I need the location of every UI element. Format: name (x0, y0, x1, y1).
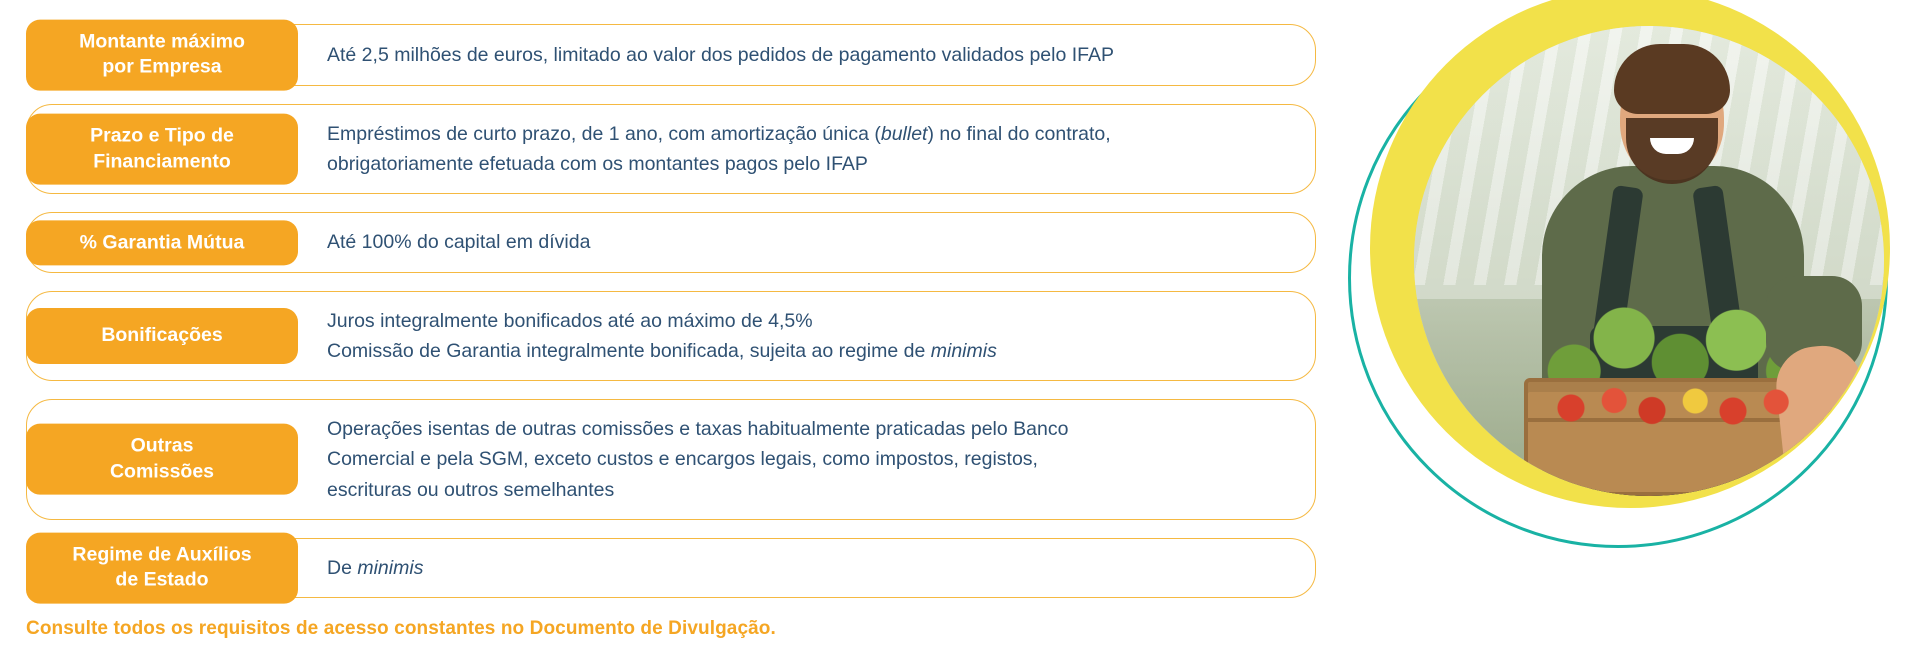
row-label-line2: Comissões (109, 460, 215, 483)
row-text-line (327, 336, 1289, 366)
row-label-bonificacoes (26, 308, 298, 364)
row-text (327, 414, 1289, 505)
row-text-line: Operações isentas de outras comissões e taxas habitualmente praticadas pelo Banco (327, 418, 1069, 441)
table-row (26, 24, 1316, 86)
row-label-line2: por Empresa (102, 56, 222, 78)
row-text-segment: Empréstimos de curto prazo, de 1 ano, com amortização única ( (327, 123, 881, 145)
farmer-photo-composition (1348, 0, 1920, 664)
row-text-emphasis: minimis (930, 339, 997, 362)
footnote-text: Consulte todos os requisitos de acesso constantes no Documento de Divulgação. (26, 618, 776, 639)
row-text-line (327, 557, 423, 579)
row-text-line (327, 119, 1289, 149)
table-row (26, 538, 1316, 598)
row-label-prazo-e-tipo-de-financiamento (26, 114, 298, 185)
row-text-line: Até 100% do capital em dívida (327, 231, 591, 254)
row-label-line2: de Estado (115, 568, 209, 591)
row-text (327, 227, 1289, 257)
row-text-line: escrituras ou outros semelhantes (327, 478, 615, 501)
row-text-line: Até 2,5 milhões de euros, limitado ao valor dos pedidos de pagamento validados pelo IFAP (327, 43, 1114, 66)
table-row (26, 212, 1316, 272)
table-row (26, 104, 1316, 194)
row-label-line1: % Garantia Mútua (79, 230, 245, 253)
row-label-montante-maximo-por-empresa (26, 20, 298, 91)
row-label-line1: Bonificações (101, 324, 223, 347)
row-label-outras-comissoes (26, 424, 298, 495)
table-row (26, 399, 1316, 520)
row-text-segment: De (327, 556, 358, 579)
row-text-emphasis: minimis (357, 556, 424, 579)
table-row (26, 291, 1316, 381)
row-text-segment: ) no final do contrato, (927, 123, 1111, 145)
row-text (327, 40, 1289, 70)
row-label-line1: Outras (130, 435, 194, 458)
farmer-photo (1414, 26, 1884, 496)
row-text-segment: Comissão de Garantia integralmente bonificada, sujeita ao regime de (327, 339, 931, 362)
row-label-regime-de-auxilios-de-estado (26, 533, 298, 604)
person-hair (1614, 44, 1730, 114)
row-label-line1: Regime de Auxílios (72, 543, 252, 566)
row-text-line: Comercial e pela SGM, exceto custos e encargos legais, como impostos, registos, (327, 448, 1038, 471)
row-label-line2: Financiamento (93, 150, 231, 173)
row-text-emphasis: bullet (880, 123, 928, 145)
criteria-list (26, 24, 1316, 616)
row-label-garantia-mutua (26, 220, 298, 265)
row-label-line1: Montante máximo (79, 30, 245, 53)
row-text (327, 306, 1289, 366)
row-text-line: obrigatoriamente efetuada com os montantes pagos pelo IFAP (327, 153, 868, 176)
row-text (327, 553, 1289, 583)
row-label-line1: Prazo e Tipo de (90, 124, 234, 147)
row-text-line: Juros integralmente bonificados até ao máximo de 4,5% (327, 309, 813, 332)
tomatoes (1544, 378, 1814, 428)
row-text (327, 119, 1289, 179)
